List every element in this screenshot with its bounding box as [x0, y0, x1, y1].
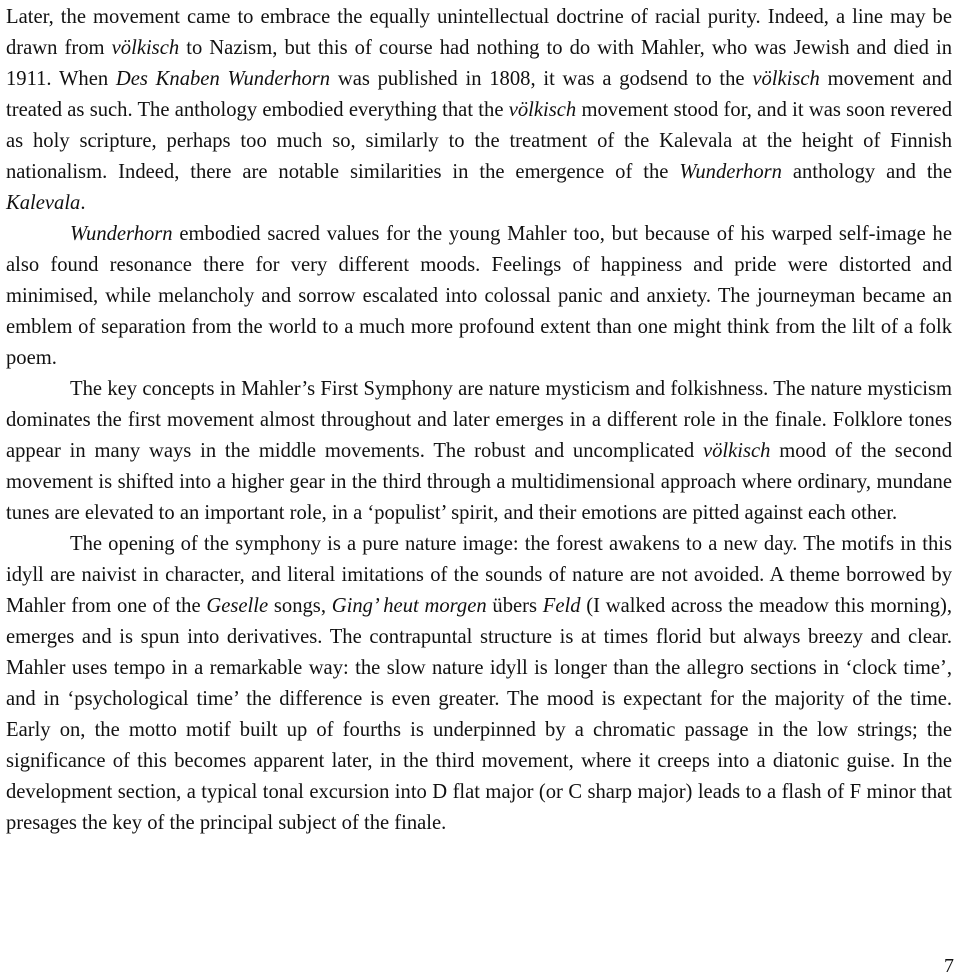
paragraph-1 — [6, 2, 952, 219]
text-run: The key concepts in Mahler’s First Symphony are nature mysticism and folkishness. The nature mysticism dominates the first movement almost throughout and later emerges in a different role in the finale. Folklore tones appear in many ways in the middle movements. The robust and uncomplicated — [6, 378, 952, 462]
text-run: anthology and the — [781, 161, 952, 183]
text-run: (I walked across the meadow this morning), emerges and is spun into derivatives. The contrapuntal structure is at times florid but always breezy and clear. Mahler uses tempo in a remarkable way: the slow nature idyll is longer than the allegro sections in ‘clock time’, and in ‘psychological time’ the difference is even greater. The mood is expectant for the majority of the time. Early on, the motto motif built up of fourths is underpinned by a chromatic passage in the low strings; the significance of this becomes apparent later, in the third movement, where it creeps into a diatonic guise. In the development section, a typical tonal excursion into D flat major (or C sharp major) leads to a flash of F minor that presages the key of the principal subject of the finale. — [6, 595, 952, 834]
text-run: embodied sacred values for the young Mahler too, but because of his warped self-image he also found resonance there for very different moods. Feelings of happiness and pride were distorted and minimised, while melancholy and sorrow escalated into colossal panic and anxiety. The journeyman became an emblem of separation from the world to a much more profound extent than one might think from the lilt of a folk poem. — [6, 223, 952, 369]
italic-text: völkisch — [702, 440, 771, 462]
text-run: Later, the movement came to embrace the equally unintellectual doctrine of racial purity. Indeed, a line may be drawn from — [6, 6, 952, 59]
text-run: übers — [486, 595, 543, 617]
text-run: movement stood for, and it was soon revered as holy scripture, perhaps too much so, similarly to the treatment of the Kalevala at the height of Finnish nationalism. Indeed, there are notable similarities in the emergence of the — [6, 99, 952, 183]
body-text — [6, 2, 952, 839]
text-run: mood of the second movement is shifted into a higher gear in the third through a multidimensional approach where ordinary, mundane tunes are elevated to an important role, in a ‘populist’ spirit, and their emotions are pitted against each other. — [6, 440, 952, 524]
italic-text: Ging’ heut morgen — [331, 595, 487, 617]
italic-text: völkisch — [508, 99, 577, 121]
italic-text: Des Knaben Wunderhorn — [115, 68, 331, 90]
italic-text: Kalevala — [6, 192, 81, 214]
page-number: 7 — [944, 955, 954, 977]
paragraph-4 — [6, 529, 952, 839]
text-run: movement and treated as such. The anthology embodied everything that the — [6, 68, 952, 121]
italic-text: Wunderhorn — [70, 223, 173, 245]
italic-text: Geselle — [206, 595, 269, 617]
text-run: . — [80, 192, 86, 214]
paragraph-3 — [6, 374, 952, 529]
italic-text: Feld — [542, 595, 581, 617]
italic-text: Wunderhorn — [679, 161, 782, 183]
italic-text: völkisch — [111, 37, 180, 59]
paragraph-2 — [6, 219, 952, 374]
text-run: songs, — [268, 595, 332, 617]
italic-text: völkisch — [752, 68, 820, 90]
text-run: to Nazism, but this of course had nothing to do with Mahler, who was Jewish and died in 1911. When — [6, 37, 952, 90]
text-run: The opening of the symphony is a pure nature image: the forest awakens to a new day. The motifs in this idyll are naivist in character, and literal imitations of the sounds of nature are not avoided. A theme borrowed by Mahler from one of the — [6, 533, 952, 617]
text-run: was published in 1808, it was a godsend to the — [330, 68, 753, 90]
